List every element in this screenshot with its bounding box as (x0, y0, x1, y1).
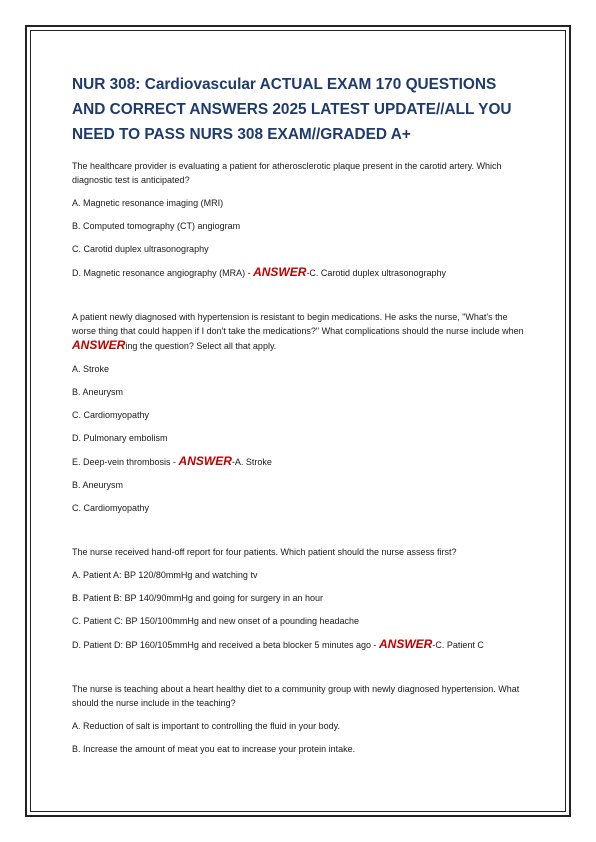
answer-c: C. Cardiomyopathy (72, 503, 150, 513)
option-b: B. Computed tomography (CT) angiogram (72, 221, 241, 231)
option-b: B. Patient B: BP 140/90mmHg and going for surgery in an hour (72, 593, 323, 603)
option-d: D. Patient D: BP 160/105mmHg and received a beta blocker 5 minutes ago - (72, 640, 380, 650)
question-stem (72, 310, 532, 353)
option-d: D. Magnetic resonance angiography (MRA) - (72, 268, 254, 278)
question-4 (72, 682, 532, 756)
answer-marker: ANSWER (253, 265, 307, 279)
option-e-with-answer (72, 454, 532, 469)
stem-part-1: A patient newly diagnosed with hypertension is resistant to begin medications. He asks the nurse, "What's the worse thing that could happen if I don't take the medications?" What complications should the nurse include when (72, 312, 524, 336)
option-b: B. Increase the amount of meat you eat to increase your protein intake. (72, 744, 356, 754)
answer-text: -C. Carotid duplex ultrasonography (306, 268, 447, 278)
option-c: C. Patient C: BP 150/100mmHg and new onset of a pounding headache (72, 616, 360, 626)
option-c: C. Cardiomyopathy (72, 410, 150, 420)
answer-b: B. Aneurysm (72, 480, 124, 490)
question-2 (72, 310, 532, 515)
answer-text: -C. Patient C (432, 640, 484, 650)
option-a: A. Reduction of salt is important to controlling the fluid in your body. (72, 721, 340, 731)
option-b: B. Aneurysm (72, 387, 124, 397)
question-3 (72, 545, 532, 652)
option-d: D. Pulmonary embolism (72, 433, 168, 443)
option-e: E. Deep-vein thrombosis - (72, 457, 179, 467)
option-c: C. Carotid duplex ultrasonography (72, 244, 209, 254)
answer-marker: ANSWER (72, 338, 126, 352)
option-d-with-answer (72, 265, 532, 280)
answer-marker: ANSWER (379, 637, 433, 651)
answer-marker: ANSWER (178, 454, 232, 468)
stem-part-2: ing the question? Select all that apply. (125, 341, 277, 351)
option-a: A. Patient A: BP 120/80mmHg and watching tv (72, 570, 258, 580)
question-stem: The healthcare provider is evaluating a patient for atherosclerotic plaque present in the carotid artery. Which diagnostic test is anticipated? (72, 161, 502, 185)
option-a: A. Stroke (72, 364, 110, 374)
option-a: A. Magnetic resonance imaging (MRI) (72, 198, 224, 208)
answer-text: -A. Stroke (231, 457, 272, 467)
question-stem: The nurse received hand-off report for four patients. Which patient should the nurse assess first? (72, 547, 457, 557)
question-1 (72, 159, 532, 280)
question-stem: The nurse is teaching about a heart healthy diet to a community group with newly diagnosed hypertension. What should the nurse include in the teaching? (72, 684, 520, 708)
document-title: NUR 308: Cardiovascular ACTUAL EXAM 170 QUESTIONS AND CORRECT ANSWERS 2025 LATEST UPDATE//ALL YOU NEED TO PASS NURS 308 EXAM//GRADED A+ (72, 76, 512, 143)
document-body (72, 72, 532, 765)
option-d-with-answer (72, 637, 532, 652)
